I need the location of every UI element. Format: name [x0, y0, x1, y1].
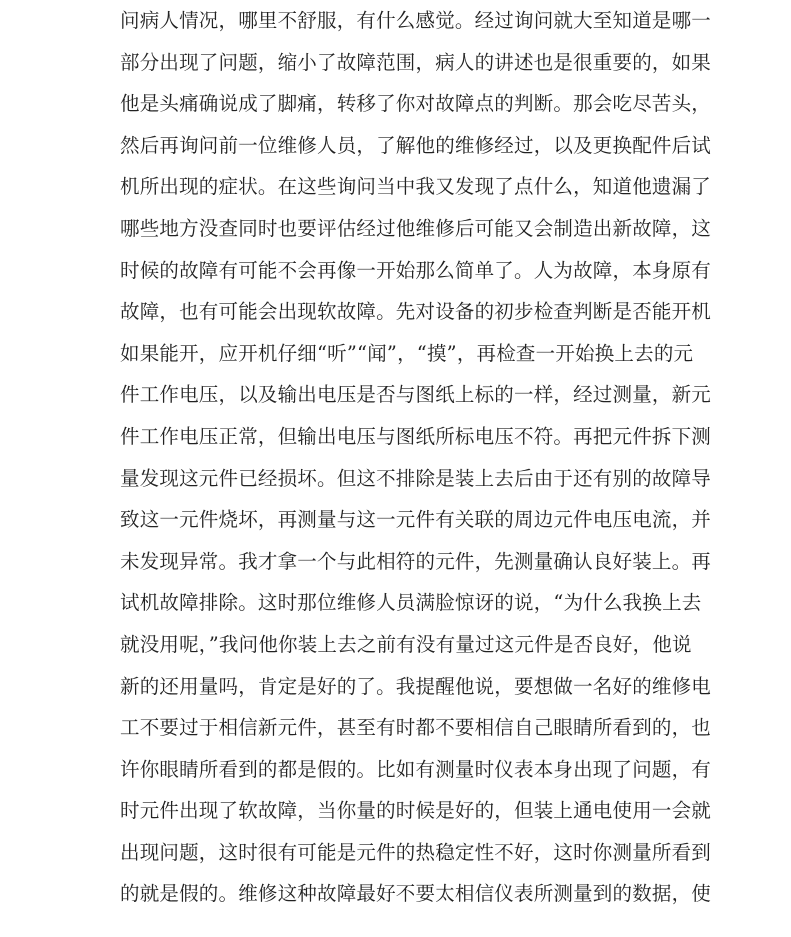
text-line: 许你眼睛所看到的都是假的。比如有测量时仪表本身出现了问题，有: [120, 757, 712, 781]
text-line: 哪些地方没查同时也要评估经过他维修后可能又会制造出新故障，这: [120, 216, 712, 240]
text-line: 的就是假的。维修这种故障最好不要太相信仪表所测量到的数据，使: [120, 882, 712, 906]
text-line: 故障，也有可能会出现软故障。先对设备的初步检查判断是否能开机: [120, 300, 712, 324]
text-line: 工不要过于相信新元件，甚至有时都不要相信自己眼睛所看到的，也: [120, 716, 712, 740]
text-line: 机所出现的症状。在这些询问当中我又发现了点什么，知道他遗漏了: [120, 175, 712, 199]
text-line: 件工作电压，以及输出电压是否与图纸上标的一样，经过测量，新元: [120, 383, 712, 407]
text-line: 出现问题，这时很有可能是元件的热稳定性不好，这时你测量所看到: [120, 840, 712, 864]
body-text: [120, 6, 712, 921]
text-line: 件工作电压正常，但输出电压与图纸所标电压不符。再把元件拆下测: [120, 424, 712, 448]
text-line: 量发现这元件已经损坏。但这不排除是装上去后由于还有别的故障导: [120, 466, 712, 490]
text-line: 试机故障排除。这时那位维修人员满脸惊讶的说，“为什么我换上去: [120, 591, 702, 615]
text-line: 他是头痛确说成了脚痛，转移了你对故障点的判断。那会吃尽苦头，: [120, 92, 712, 116]
text-line: 新的还用量吗，肯定是好的了。我提醒他说，要想做一名好的维修电: [120, 674, 712, 698]
text-line: 致这一元件烧坏，再测量与这一元件有关联的周边元件电压电流，并: [120, 508, 712, 532]
text-line: 然后再询问前一位维修人员，了解他的维修经过，以及更换配件后试: [120, 133, 712, 157]
text-line: 未发现异常。我才拿一个与此相符的元件，先测量确认良好装上。再: [120, 549, 712, 573]
text-line: 时候的故障有可能不会再像一开始那么简单了。人为故障，本身原有: [120, 258, 712, 282]
text-line: 就没用呢，”我问他你装上去之前有没有量过这元件是否良好，他说: [120, 632, 692, 656]
text-line: 时元件出现了软故障，当你量的时候是好的，但装上通电使用一会就: [120, 799, 712, 823]
text-line: 部分出现了问题，缩小了故障范围，病人的讲述也是很重要的，如果: [120, 50, 712, 74]
text-line: 如果能开，应开机仔细“听”“闻”，“摸”，再检查一开始换上去的元: [120, 341, 694, 365]
text-line: 问病人情况，哪里不舒服，有什么感觉。经过询问就大至知道是哪一: [120, 9, 712, 32]
